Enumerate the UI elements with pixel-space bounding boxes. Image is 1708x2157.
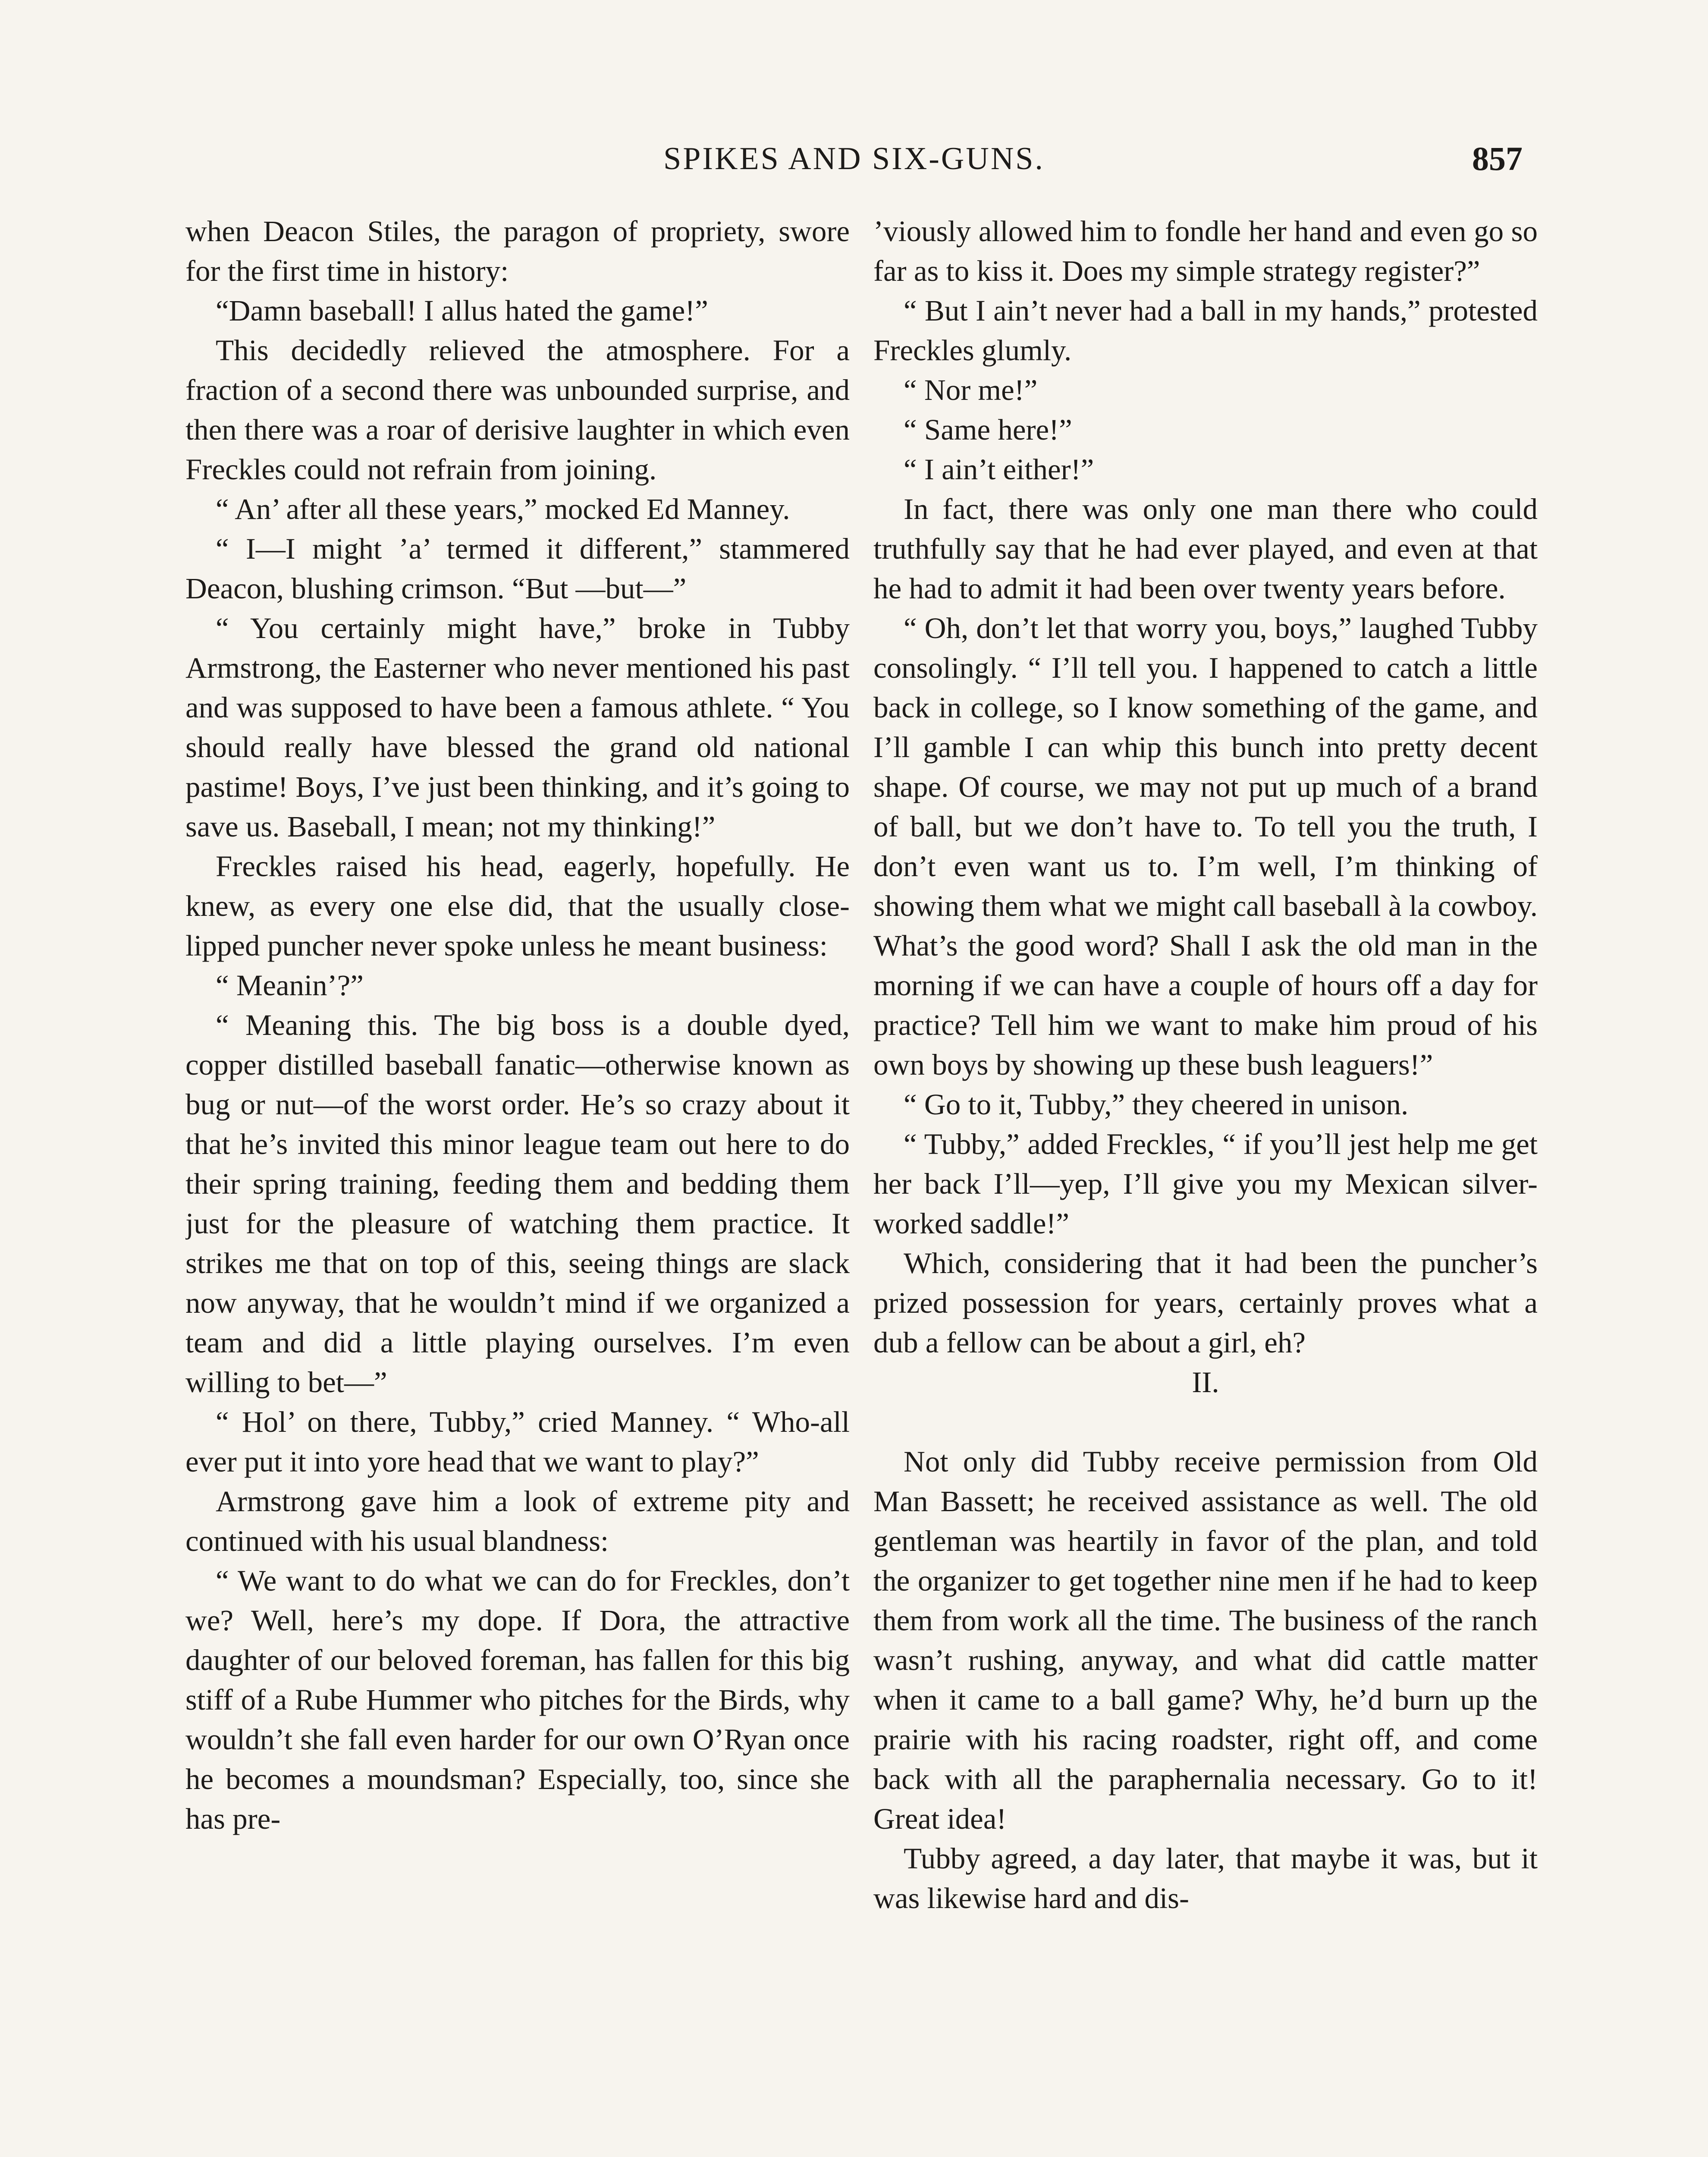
paragraph: “ Tubby,” added Freckles, “ if you’ll jest help me get her back I’ll—yep, I’ll give you my Mexican silver-worked saddle!” xyxy=(873,1128,1538,1240)
paragraph: when Deacon Stiles, the paragon of propriety, swore for the first time in history: xyxy=(185,215,850,287)
paragraph: “ An’ after all these years,” mocked Ed Manney. xyxy=(216,493,790,525)
paragraph: “ We want to do what we can do for Freckles, don’t we? Well, here’s my dope. If Dora, the attractive daughter of our beloved foreman, has fallen for this big stiff of a Rube Hummer who pitches for the Birds, why wouldn’t she fall even harder for our own O’Ryan once he becomes a moundsman? Especially, too, since she has pre- xyxy=(185,1564,850,1835)
paragraph: ’viously allowed him to fondle her hand and even go so far as to kiss it. Does my simple strategy register?” xyxy=(873,215,1538,287)
paragraph: “Damn baseball! I allus hated the game!” xyxy=(216,294,708,327)
paragraph: “ But I ain’t never had a ball in my hands,” protested Freckles glumly. xyxy=(873,294,1538,367)
page-number: 857 xyxy=(1472,140,1523,177)
paragraph: “ Meanin’?” xyxy=(216,969,364,1002)
paragraph: “ You certainly might have,” broke in Tubby Armstrong, the Easterner who never mentioned his past and was supposed to have been a famous athlete. “ You should really have blessed the grand old national pastime! Boys, I’ve just been thinking, and it’s going to save us. Baseball, I mean; not my thinking!” xyxy=(185,612,850,843)
right-column xyxy=(873,211,1538,2157)
paragraph: “ Same here!” xyxy=(904,413,1072,446)
paragraph: Freckles raised his head, eagerly, hopefully. He knew, as every one else did, that the usually close-lipped puncher never spoke unless he meant business: xyxy=(185,850,850,962)
paragraph: “ Meaning this. The big boss is a double dyed, copper distilled baseball fanatic—otherwise known as bug or nut—of the worst order. He’s so crazy about it that he’s invited this minor league team out here to do their spring training, feeding them and bedding them just for the pleasure of watching them practice. It strikes me that on top of this, seeing things are slack now anyway, that he wouldn’t mind if we organized a team and did a little playing ourselves. I’m even willing to bet—” xyxy=(185,1009,850,1399)
paragraph: “ Go to it, Tubby,” they cheered in unison. xyxy=(904,1088,1409,1121)
paragraph: “ I—I might ’a’ termed it different,” stammered Deacon, blushing crimson. “But —but—” xyxy=(185,532,850,605)
paragraph: “ I ain’t either!” xyxy=(904,453,1094,486)
running-head xyxy=(185,137,1523,189)
paragraph: “ Nor me!” xyxy=(904,374,1038,406)
paragraph: Armstrong gave him a look of extreme pity and continued with his usual blandness: xyxy=(185,1485,850,1557)
paragraph: “ Hol’ on there, Tubby,” cried Manney. “ Who-all ever put it into yore head that we want to play?” xyxy=(185,1406,850,1478)
paragraph: Which, considering that it had been the puncher’s prized possession for years, certainly proves what a dub a fellow can be about a girl, eh? xyxy=(873,1247,1538,1359)
running-title: SPIKES AND SIX-GUNS. xyxy=(663,141,1045,176)
paragraph: “ Oh, don’t let that worry you, boys,” laughed Tubby consolingly. “ I’ll tell you. I happened to catch a little back in college, so I know something of the game, and I’ll gamble I can whip this bunch into pretty decent shape. Of course, we may not put up much of a brand of ball, but we don’t have to. To tell you the truth, I don’t even want us to. I’m well, I’m thinking of showing them what we might call baseball à la cowboy. What’s the good word? Shall I ask the old man in the morning if we can have a couple of hours off a day for practice? Tell him we want to make him proud of his own boys by showing up these bush leaguers!” xyxy=(873,612,1538,1081)
paragraph: Tubby agreed, a day later, that maybe it was, but it was likewise hard and dis- xyxy=(873,1842,1538,1915)
left-column xyxy=(185,211,850,2157)
paragraph: In fact, there was only one man there who could truthfully say that he had ever played, and even at that he had to admit it had been over twenty years before. xyxy=(873,493,1538,605)
paragraph: Not only did Tubby receive permission from Old Man Bassett; he received assistance as well. The old gentleman was heartily in favor of the plan, and told the organizer to get together nine men if he had to keep them from work all the time. The business of the ranch wasn’t rushing, anyway, and what did cattle matter when it came to a ball game? Why, he’d burn up the prairie with his racing roadster, right off, and come back with all the paraphernalia necessary. Go to it! Great idea! xyxy=(873,1445,1538,1835)
section-number: II. xyxy=(1192,1366,1219,1399)
paragraph: This decidedly relieved the atmosphere. For a fraction of a second there was unbounded surprise, and then there was a roar of derisive laughter in which even Freckles could not refrain from joining. xyxy=(185,334,850,486)
